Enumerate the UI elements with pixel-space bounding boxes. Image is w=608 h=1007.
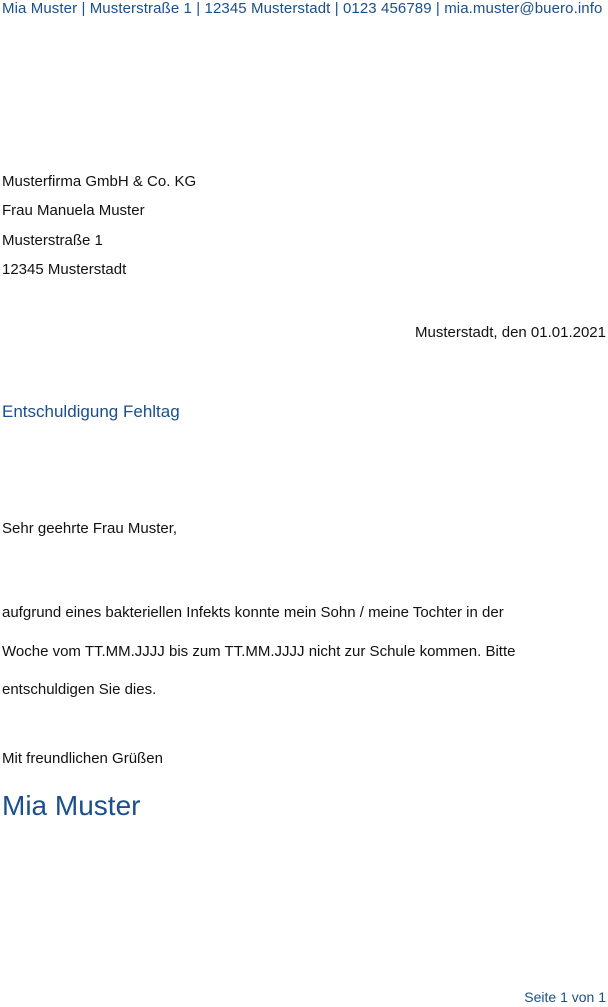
letter-subject: Entschuldigung Fehltag [2,402,180,421]
signature: Mia Muster [2,790,141,821]
recipient-name: Frau Manuela Muster [2,202,145,220]
recipient-company: Musterfirma GmbH & Co. KG [2,173,197,190]
body-line-1: aufgrund eines bakteriellen Infekts konnte mein Sohn / meine Tochter in der [2,604,504,621]
recipient-street: Musterstraße 1 [2,231,103,249]
body-line-3: entschuldigen Sie dies. [2,681,157,698]
sender-contact-line: Mia Muster | Musterstraße 1 | 12345 Musterstadt | 0123 456789 | mia.muster@buero.info [2,0,603,17]
salutation: Sehr geehrte Frau Muster, [2,520,178,537]
letter-body [2,594,602,710]
place-date-line: Musterstadt, den 01.01.2021 [415,324,606,341]
body-line-2: Woche vom TT.MM.JJJJ bis zum TT.MM.JJJJ nicht zur Schule kommen. Bitte [2,642,516,660]
closing-phrase: Mit freundlichen Grüßen [2,750,163,767]
recipient-city: 12345 Musterstadt [2,260,127,278]
recipient-address-block [2,167,196,284]
page-number: Seite 1 von 1 [524,989,606,1005]
